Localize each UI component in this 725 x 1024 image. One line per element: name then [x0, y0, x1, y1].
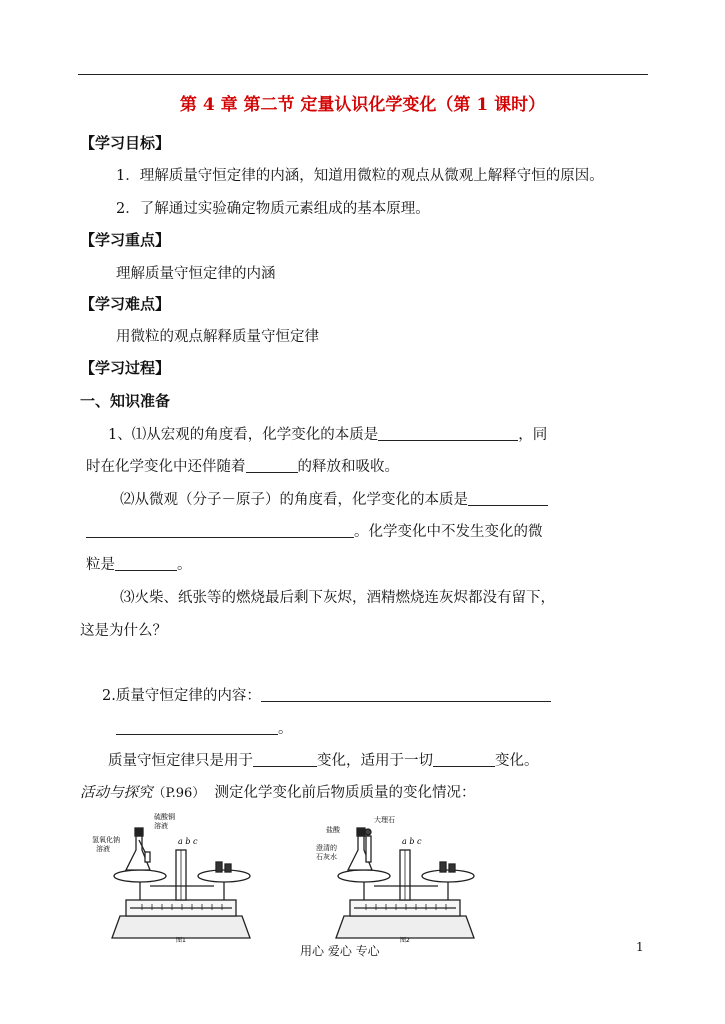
- answer-blank-5[interactable]: [115, 556, 177, 571]
- figure-1-drawing: [92, 806, 270, 944]
- goal-item-2: 2．了解通过实验确定物质元素组成的基本原理。: [116, 201, 430, 217]
- figure-2-letters: a b c: [402, 837, 422, 846]
- key-point-text: 理解质量守恒定律的内涵: [116, 266, 276, 282]
- difficulty-text: 用微粒的观点解释质量守恒定律: [116, 329, 319, 345]
- answer-blank-8[interactable]: [253, 752, 317, 767]
- question-2-tail-3: 。: [177, 557, 192, 573]
- question-4-line-2: [116, 717, 293, 738]
- figure-2-label-top: 大理石: [374, 816, 395, 824]
- figure-1-letters: a b c: [178, 837, 198, 846]
- header-rule: [78, 74, 648, 75]
- figure-1-balance: [92, 806, 270, 944]
- figure-1-label-left: 氢氧化钠: [92, 836, 120, 844]
- activity-text: 测定化学变化前后物质质量的变化情况：: [214, 785, 476, 801]
- figure-2-label-left-2: 澄清的: [316, 844, 337, 852]
- question-3-line-2: 这是为什么？: [80, 623, 167, 639]
- section-process-heading: 【学习过程】: [80, 359, 171, 377]
- section-difficulty-heading: 【学习难点】: [80, 295, 171, 313]
- answer-blank-6[interactable]: [261, 687, 551, 702]
- question-1-text-2: 时在化学变化中还伴随着: [86, 459, 246, 475]
- question-5-line: [108, 749, 539, 770]
- question-1-text: 1、⑴从宏观的角度看，化学变化的本质是: [108, 427, 379, 443]
- question-1-tail: ，同: [518, 427, 548, 443]
- figure-1-caption: 图1: [176, 937, 186, 944]
- question-1-line-1: [108, 423, 547, 444]
- question-5-text-a: 质量守恒定律只是用于: [108, 753, 253, 769]
- section-key-heading: 【学习重点】: [80, 231, 171, 249]
- question-1-line-2: [86, 455, 399, 476]
- question-2-line-2: [86, 520, 543, 541]
- activity-label: 活动与探究: [80, 785, 153, 801]
- figure-2-label-left-3: 石灰水: [316, 853, 337, 861]
- question-2-text: ⑵从微观（分子－原子）的角度看，化学变化的本质是: [120, 492, 468, 508]
- figure-2-drawing: [316, 806, 494, 944]
- question-1-tail-2: 的释放和吸收。: [297, 459, 399, 475]
- figure-2-label-left-1: 盐酸: [326, 826, 340, 834]
- page-number: 1: [636, 940, 644, 954]
- question-2-tail: 。化学变化中不发生变化的微: [354, 524, 543, 540]
- answer-blank-4[interactable]: [86, 523, 354, 538]
- answer-blank-2[interactable]: [246, 458, 298, 473]
- figure-1-label-top-2: 溶液: [154, 822, 168, 830]
- question-2-text-3: 粒是: [86, 557, 115, 573]
- answer-blank-9[interactable]: [433, 752, 495, 767]
- answer-blank-3[interactable]: [468, 491, 548, 506]
- footer-motto: 用心 爱心 专心: [300, 944, 380, 958]
- figure-1-label-left-2: 溶液: [96, 845, 110, 853]
- answer-blank-7[interactable]: [116, 720, 278, 735]
- goal-item-1: 1．理解质量守恒定律的内涵，知道用微粒的观点从微观上解释守恒的原因。: [116, 168, 604, 184]
- answer-blank-1[interactable]: [378, 426, 518, 441]
- section-goals-heading: 【学习目标】: [80, 134, 171, 152]
- figure-2-balance: [316, 806, 494, 944]
- figure-2-caption: 图2: [400, 937, 410, 944]
- page-title: 第 4 章 第二节 定量认识化学变化（第 1 课时）: [179, 95, 546, 115]
- knowledge-prep-heading: 一、知识准备: [80, 392, 171, 410]
- question-4-line-1: [102, 684, 551, 705]
- question-5-text-c: 变化。: [495, 753, 539, 769]
- question-4-tail: 。: [278, 721, 293, 737]
- activity-page-ref: （P.96）: [152, 786, 206, 801]
- question-3-line-1: ⑶火柴、纸张等的燃烧最后剩下灰烬，酒精燃烧连灰烬都没有留下，: [120, 590, 555, 606]
- activity-line: [80, 781, 476, 802]
- question-2-line-3: [86, 553, 192, 574]
- question-2-line-1: [120, 488, 548, 509]
- figure-1-label-top: 硫酸铜: [154, 813, 175, 821]
- question-5-text-b: 变化，适用于一切: [317, 753, 433, 769]
- question-4-text: 2.质量守恒定律的内容：: [102, 688, 261, 704]
